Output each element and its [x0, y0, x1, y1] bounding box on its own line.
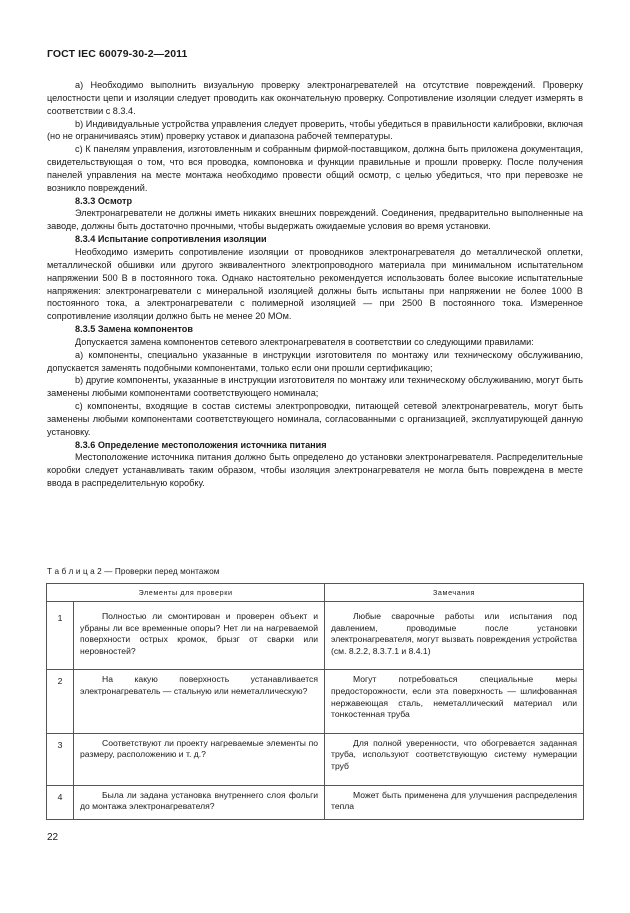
check-item: Была ли задана установка внутреннего слоя фольги до монтажа электронагревателя? — [74, 785, 325, 819]
row-number: 3 — [47, 733, 74, 778]
paragraph: Электронагреватели не должны иметь никаких внешних повреждений. Соединения, предварительно выполненные на заводе, должны быть достаточно прочными, чтобы выдержать ожидаемые условия во время установки. — [47, 208, 583, 232]
row-number: 2 — [47, 670, 74, 727]
page-number: 22 — [47, 832, 59, 843]
paragraph: b) другие компоненты, указанные в инструкции изготовителя по монтажу или техническому обслуживанию, могут быть заменены любыми компонентами соответствующего номинала; — [47, 375, 583, 399]
check-item: Полностью ли смонтирован и проверен объект и убраны ли все временные опоры? Нет ли на нагреваемой поверхности острых кромок, брызг от сварки или неровностей? — [74, 607, 325, 663]
paragraph: b) Индивидуальные устройства управления следует проверить, чтобы убедиться в правильности калибровки, включая (но не ограничиваясь этим) проверку уставок и диапазона рабочей температуры. — [47, 118, 583, 142]
table-row — [47, 670, 584, 727]
section-heading: 8.3.4 Испытание сопротивления изоляции — [75, 234, 267, 245]
section-heading: 8.3.5 Замена компонентов — [75, 324, 193, 335]
column-header-items: Элементы для проверки — [47, 584, 325, 602]
paragraph: Местоположение источника питания должно быть определено до установки электронагревателя. Распределительные коробки следует устанавливать таким образом, чтобы изоляция электронагревателя не могла быть повреждена в месте ввода в распределительную коробку. — [47, 452, 583, 489]
row-number: 1 — [47, 607, 74, 663]
table-caption: Т а б л и ц а 2 — Проверки перед монтажом — [47, 567, 220, 576]
paragraph: а) компоненты, специально указанные в инструкции изготовителя по монтажу или техническому обслуживанию, допускается заменять подобными компонентами, только если они прошли сертификацию; — [47, 349, 583, 373]
section-heading: 8.3.3 Осмотр — [75, 195, 133, 206]
check-note: Любые сварочные работы или испытания под давлением, проводимые после установки электронагревателя, могут вызвать повреждения устройства (см. 8.2.2, 8.3.7.1 и 8.4.1) — [325, 607, 584, 663]
paragraph: с) К панелям управления, изготовленным и собранным фирмой-поставщиком, должна быть приложена документация, свидетельствующая о том, что вся проводка, компоновка и функции правильные и прошли проверку. После получения панелей управления на месте монтажа необходимо провести общий осмотр, с целью убедиться, что при перевозке не возникло повреждений. — [47, 144, 583, 193]
checks-table — [46, 583, 584, 820]
standard-header: ГОСТ IEC 60079-30-2—2011 — [47, 48, 188, 60]
check-item: Соответствуют ли проекту нагреваемые элементы по размеру, расположению и т. д.? — [74, 733, 325, 778]
section-heading: 8.3.6 Определение местоположения источника питания — [75, 439, 327, 450]
row-number: 4 — [47, 785, 74, 819]
check-note: Для полной уверенности, что обогревается заданная труба, используют соответствующую систему нумерации труб — [325, 733, 584, 778]
column-header-notes: Замечания — [325, 584, 584, 602]
check-note: Может быть применена для улучшения распределения тепла — [325, 785, 584, 819]
check-item: На какую поверхность устанавливается электронагреватель — стальную или неметаллическую? — [74, 670, 325, 727]
paragraph: Необходимо измерить сопротивление изоляции от проводников электронагревателя до металлической оплетки, металлической обшивки или другого эквивалентного электропроводного материала при минимальном испытательном напряжении 500 В в постоянного тока. Однако настоятельно рекомендуется использовать более высокие испытательные напряжения: электронагреватели с минеральной изоляцией должны быть испытаны при напряжении не более 1000 В постоянного тока, а электронагреватели с полимерной изоляцией — при 2500 В постоянного тока. Измеренное сопротивление изоляции должно быть не менее 20 МОм. — [47, 246, 583, 322]
table-row — [47, 607, 584, 663]
table-row — [47, 733, 584, 778]
body-text — [47, 79, 583, 490]
table-row — [47, 785, 584, 819]
paragraph: а) Необходимо выполнить визуальную проверку электронагревателей на отсутствие повреждений. Проверку целостности цепи и изоляции следует проводить как окончательную проверку. Сопротивление изоляции следует измерять в соответствии с 8.3.4. — [47, 80, 583, 116]
check-note: Могут потребоваться специальные меры предосторожности, если эта поверхность — шлифованная нержавеющая сталь, неметаллический материал или тонкостенная труба — [325, 670, 584, 727]
paragraph: Допускается замена компонентов сетевого электронагревателя в соответствии со следующими правилами: — [75, 336, 534, 347]
paragraph: с) компоненты, входящие в состав системы электропроводки, питающей сетевой электронагреватель, могут быть заменены любыми компонентами соответствующего номинала, согласованными с организацией, эксплуатирующей данную установку. — [47, 401, 583, 437]
